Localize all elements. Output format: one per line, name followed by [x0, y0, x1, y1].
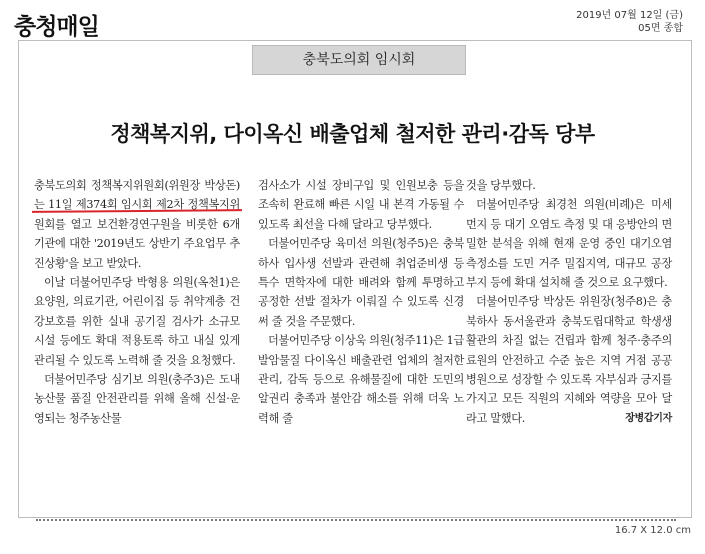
paragraph: 더불어민주당 육미선 의원(청주5)은 충북하사 입사생 선발과 관련해 취업준비생 등 특수 면학자에 대한 배려와 함께 투명하고 공정한 선발 절차가 이뤄질 수 있도록 신경 써 줄 것을 주문했다.	[258, 237, 464, 328]
paragraph-text: 더불어민주당 박상돈 위원장(청주8)은 충북하사 동서울관과 충북도립대학교 학생생활관의 차질 없는 건립과 함께 청주·충주의료원의 안전하고 수준 높은 지역 거점 공공병원으로 성장할 수 있도록 자부심과 긍지를 가지고 모든 직원의 지혜와 역량을 모아 달라고 말했다.	[466, 295, 672, 425]
article-column-2	[258, 176, 464, 428]
newspaper-masthead: 충청매일	[14, 14, 99, 40]
article-column-1	[34, 176, 240, 428]
paragraph: 이날 더불어민주당 박형용 의원(옥천1)은 요양원, 의료기관, 어린이집 등 취약계층 건강보호를 위한 실내 공기질 검사가 소규모 시설 등에도 확대 적용토록 하고 내실 있게 관리될 수 있도록 노력해 줄 것을 요청했다.	[34, 276, 240, 367]
page-label: 05면 종합	[638, 23, 683, 34]
paragraph: 더불어민주당 최경천 의원(비례)은 미세먼지 등 대기 오염도 측정 및 대 응방안의 면밀한 분석을 위해 현재 운영 중인 대기오염 측정소를 도민 거주 밀집지역, 대규모 공장부지 등에 확대 설치해 줄 것으로 요구했다.	[466, 198, 672, 290]
section-title: 충북도의회 임시회	[252, 45, 466, 75]
dateline	[576, 9, 683, 35]
paragraph	[466, 292, 672, 428]
reporter-byline: 장병갑기자	[625, 412, 672, 424]
clipping-size: 16.7 X 12.0 cm	[614, 525, 691, 536]
article-headline: 정책복지위, 다이옥신 배출업체 철저한 관리·감독 당부	[110, 122, 595, 146]
paragraph: 충북도의회 정책복지위원회(위원장 박상돈)는 11일 제374회 임시회 제2차 정책복지위원회를 열고 보건환경연구원을 비롯한 6개 기관에 대한 '2019년도 상반기 주요업무 추진상황'을 보고 받았다.	[34, 179, 240, 270]
paragraph: 더불어민주당 이상욱 의원(청주11)은 1급 발암물질 다이옥신 배출관련 업체의 철저한 관리, 감독 등으로 유해물질에 대한 도민의 알권리 충족과 불안감 해소를 위해 더욱 노력해 줄	[258, 334, 464, 425]
paragraph: 것을 당부했다.	[466, 179, 536, 192]
publish-date: 2019년 07월 12일 (금)	[576, 10, 683, 21]
paragraph: 더불어민주당 심기보 의원(충주3)은 도내 농산물 품질 안전관리를 위해 올해 신설·운영되는 청주농산물	[34, 373, 240, 425]
paragraph: 검사소가 시설 장비구입 및 인원보충 등을 조속히 완료해 빠른 시일 내 본격 가동될 수 있도록 최선을 다해 달라고 당부했다.	[258, 179, 464, 231]
article-column-3	[466, 176, 672, 428]
dotted-divider	[36, 519, 676, 521]
